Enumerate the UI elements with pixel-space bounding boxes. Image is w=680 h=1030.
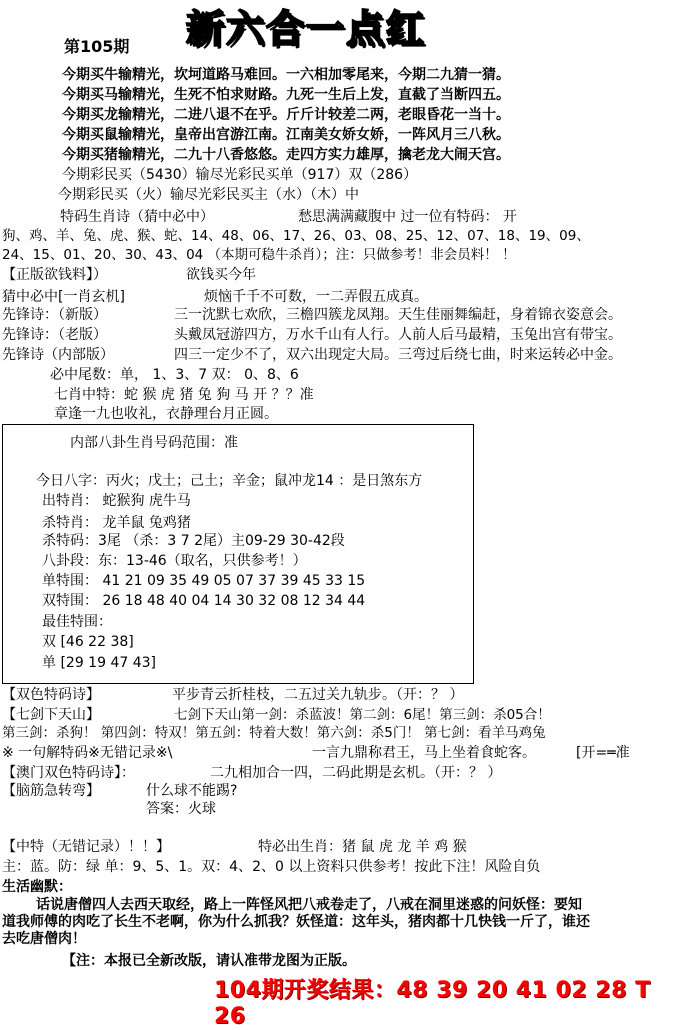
yijujie-tail: [开=═准 — [576, 745, 630, 761]
naojin-answer: 答案：火球 — [146, 801, 216, 817]
dante-line: 单特围： 41 21 09 35 49 05 07 37 39 45 33 15 — [42, 573, 366, 589]
texiao-numbers: 24、15、01、20、30、43、04 （本期可稳牛杀肖）；注：只做参考！非会员料！ ！ — [2, 247, 516, 263]
xianfeng-label: 先锋诗：（新版） — [2, 307, 107, 323]
aomen-label: 【澳门双色特码诗】： — [2, 765, 135, 781]
poem-line: 今期买马输精光，生死不怕求财路。九死一生后上发，直截了当断四五。 — [62, 87, 510, 103]
texiao-label: 特码生肖诗（猜中必中） — [60, 209, 214, 225]
xianfeng-text: 三一沈默七欢欣，三檐四簇龙凤翔。天生佳丽舞编赶，身着锦衣姿意会。 — [174, 307, 622, 323]
guess-text: 烦恼千千不可数，一二弄假五成真。 — [204, 289, 428, 305]
youmo-line: 话说唐僧四人去西天取经，路上一阵怪风把八戒卷走了，八戒在洞里迷惑的问妖怪：要知 — [36, 897, 582, 913]
naojin-question: 什么球不能踢? — [146, 783, 238, 799]
zhongte-colors: 主：蓝。防：绿 单：9、5、1。双：4、2、0 以上资料只供参考！按此下注！风险自负 — [2, 859, 541, 875]
naojin-label: 【脑筋急转弯】 — [2, 783, 100, 799]
issue-number: 第105期 — [64, 37, 130, 56]
draw-result: 104期开奖结果：48 39 20 41 02 28 T 26 — [214, 978, 651, 1029]
weishu-line: 必中尾数：单， 1、3、7 双： 0、8、6 — [50, 367, 299, 383]
zhongte-text: 特必出生肖：猪 鼠 虎 龙 羊 鸡 猴 — [258, 839, 467, 855]
xianfeng-text: 四三一定少不了，双六出现定大局。三弯过后绕七曲，时来运转必中金。 — [174, 347, 622, 363]
shatema-line: 杀特码：3尾 （杀：3 7 2尾）主09-29 30-42段 — [42, 533, 345, 549]
chutexiao-line: 出特肖： 蛇猴狗 虎牛马 — [42, 493, 191, 509]
shuangse-text: 平步青云折桂枝，二五过关九轨步。（开：？ ） — [172, 687, 464, 703]
texiao-numbers: 狗、鸡、羊、兔、虎、猴、蛇、14、48、06、17、26、03、08、25、12、07、18、19、09、 — [2, 228, 590, 244]
poem-line: 今期买牛输精光，坎坷道路马难回。一六相加零尾来，今期二九猜一猜。 — [62, 67, 510, 83]
bagua-heading: 内部八卦生肖号码范围：准 — [70, 435, 238, 451]
qixiao-line: 七肖中特：蛇 猴 虎 猪 兔 狗 马 开 ？？准 — [54, 387, 314, 403]
xianfeng-text: 头戴凤冠游四方，万水千山有人行。人前人后马最精，玉兔出宫有带宝。 — [174, 327, 622, 343]
shuangse-label: 【双色特码诗】 — [2, 687, 100, 703]
zhengban-label: 【正版欲钱料】） — [2, 267, 107, 283]
youmo-line: 道我师傅的肉吃了长生不老啊，你为什么抓我？妖怪道：这年头，猪肉都十几快钱一斤了，谁还 — [2, 914, 590, 930]
caimin-line: 今期彩民买（火）输尽光彩民买主（水）（木）中 — [58, 187, 359, 203]
masthead — [186, 4, 472, 54]
shuangte-line: 双特围： 26 18 48 40 04 14 30 32 08 12 34 44 — [42, 593, 366, 609]
youmo-line: 去吃唐僧肉！ — [2, 931, 86, 947]
yijujie-label: ※ 一句解特码※无错记录※\ — [2, 745, 173, 761]
baguaduan-line: 八卦段：东：13-46（取名，只供参考！） — [42, 553, 307, 569]
zhangdeng-line: 章逢一九也收礼，衣静理台月正圆。 — [54, 406, 278, 422]
newspaper-title: 新六合一点红 — [186, 7, 427, 51]
xianfeng-label: 先锋诗：（老版） — [2, 327, 107, 343]
guess-label: 猜中必中[一肖玄机] — [2, 289, 125, 305]
caimin-line: 今期彩民买（5430）输尽光彩民买单（917）双（286） — [62, 167, 418, 183]
qijian-line: 七剑下天山第一剑：杀蓝波！第二剑：6尾！第三剑：杀05合！ — [174, 707, 551, 723]
zhengban-text: 欲钱买今年 — [186, 267, 256, 283]
zhongte-label: 【中特（无错记录）！！】 — [2, 839, 170, 855]
aomen-text: 二九相加合一四，二码此期是玄机。（开：？ ） — [210, 765, 502, 781]
poem-line: 今期买猪输精光，二九十八香悠悠。走四方实力雄厚，擒老龙大闹天宫。 — [62, 147, 510, 163]
qijian-line: 第三剑：杀狗！ 第四剑：特双！第五剑：特着大数！第六剑：杀5门！ 第七剑：看羊马鸡兔 — [2, 725, 546, 741]
texiao-text: 愁思满满藏腹中 过一位有特码： 开 — [298, 209, 517, 225]
shatexiao-line: 杀特肖： 龙羊鼠 兔鸡猪 — [42, 515, 191, 531]
youmo-label: 生活幽默： — [2, 879, 72, 895]
shuang-line: 双 [46 22 38] — [42, 634, 134, 650]
poem-line: 今期买鼠输精光，皇帝出宫游江南。江南美女娇女娇，一阵风月三八秋。 — [62, 127, 510, 143]
qijian-label: 【七剑下天山】 — [2, 707, 100, 723]
zuite-label: 最佳特围： — [42, 614, 112, 630]
notice-line: 【注：本报已全新改版，请认准带龙图为正版。 — [62, 953, 356, 969]
dan-line: 单 [29 19 47 43] — [42, 655, 156, 671]
poem-line: 今期买龙输精光，二进八退不在乎。斤斤计较差二两，老眼昏花一当十。 — [62, 107, 510, 123]
yijujie-text: 一言九鼎称君王，马上坐着食蛇客。 — [312, 745, 536, 761]
xianfeng-label: 先锋诗（内部版） — [2, 347, 114, 363]
bazi-line: 今日八字：丙火；戊土；己土；辛金；鼠冲龙14 ：是日煞东方 — [36, 473, 423, 489]
